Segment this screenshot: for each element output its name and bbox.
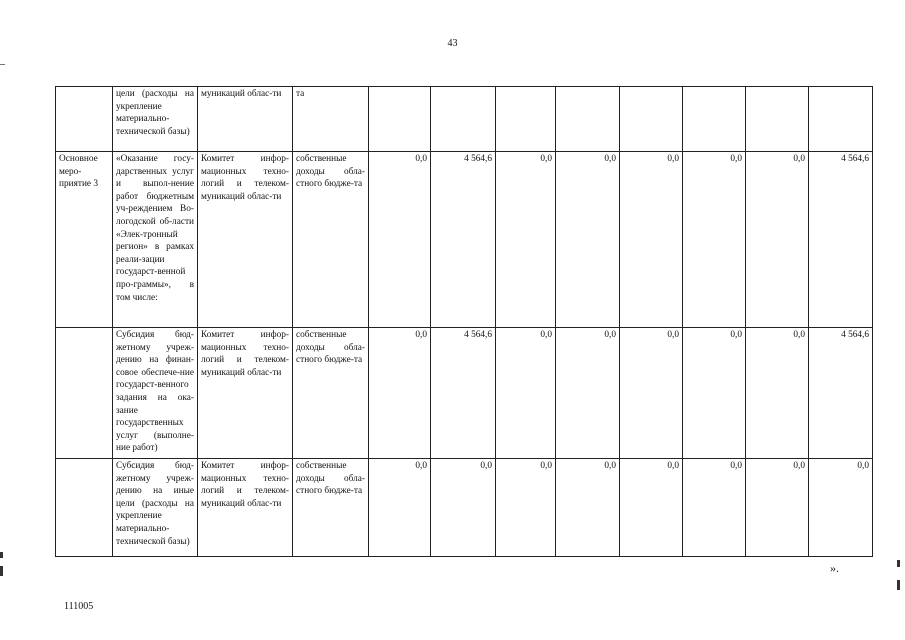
event-name-cell: Основное меро-приятие 3 (56, 152, 113, 328)
value-cell (746, 87, 809, 152)
total-cell: 0,0 (809, 459, 873, 557)
executor-cell: Комитет инфор-мационных техно-логий и телеком-муникаций облас-ти (198, 152, 293, 328)
value-cell: 0,0 (746, 328, 809, 459)
value-cell (556, 87, 620, 152)
value-cell (620, 87, 683, 152)
value-cell: 0,0 (496, 459, 556, 557)
document-code: 111005 (64, 601, 94, 612)
value-cell: 0,0 (431, 459, 496, 557)
table-row (56, 328, 873, 459)
total-cell: 4 564,6 (809, 152, 873, 328)
scan-edge-mark (0, 552, 3, 558)
funding-source-cell: собственные доходы обла-стного бюдже-та (293, 152, 369, 328)
value-cell: 0,0 (369, 459, 431, 557)
value-cell (369, 87, 431, 152)
table-row (56, 87, 873, 152)
scan-edge-mark (0, 566, 3, 576)
description-cell: «Оказание госу-дарственных услуг и выпол-нение работ бюджетным уч-реждением Во-логодской об-ласти «Элек-тронный регион» в рамках реали-зации государст-венной про-граммы», в том числе: (113, 152, 198, 328)
value-cell: 0,0 (746, 459, 809, 557)
value-cell: 0,0 (620, 328, 683, 459)
value-cell: 4 564,6 (431, 152, 496, 328)
value-cell: 0,0 (683, 459, 746, 557)
value-cell: 0,0 (556, 328, 620, 459)
event-name-cell (56, 328, 113, 459)
value-cell: 0,0 (496, 328, 556, 459)
executor-cell: Комитет инфор-мационных техно-логий и телеком-муникаций облас-ти (198, 328, 293, 459)
value-cell: 0,0 (556, 459, 620, 557)
closing-quote-mark: ». (830, 561, 839, 575)
value-cell: 0,0 (369, 328, 431, 459)
value-cell: 0,0 (556, 152, 620, 328)
value-cell: 0,0 (683, 328, 746, 459)
value-cell: 0,0 (683, 152, 746, 328)
scan-edge-mark (897, 560, 900, 567)
table-row (56, 152, 873, 328)
value-cell (683, 87, 746, 152)
value-cell (496, 87, 556, 152)
value-cell: 0,0 (496, 152, 556, 328)
value-cell (431, 87, 496, 152)
description-cell: Субсидия бюд-жетному учреж-дению на финан-совое обеспече-ние государст-венного задания на ока-зание государственных услуг (выполне-ние работ) (113, 328, 198, 459)
value-cell: 0,0 (620, 459, 683, 557)
description-cell: цели (расходы на укрепление материально-технической базы) (113, 87, 198, 152)
page-number: 43 (447, 38, 458, 49)
funding-source-cell: та (293, 87, 369, 152)
value-cell: 0,0 (620, 152, 683, 328)
event-name-cell (56, 87, 113, 152)
scan-edge-mark (897, 580, 900, 590)
description-cell: Субсидия бюд-жетному учреж-дению на иные цели (расходы на укрепление материально-технической базы) (113, 459, 198, 557)
funding-source-cell: собственные доходы обла-стного бюдже-та (293, 328, 369, 459)
budget-table (55, 86, 873, 557)
event-name-cell (56, 459, 113, 557)
table-row (56, 459, 873, 557)
value-cell: 0,0 (746, 152, 809, 328)
scan-edge-mark (0, 64, 5, 65)
total-cell: 4 564,6 (809, 328, 873, 459)
funding-source-cell: собственные доходы обла-стного бюдже-та (293, 459, 369, 557)
total-cell (809, 87, 873, 152)
executor-cell: Комитет инфор-мационных техно-логий и телеком-муникаций облас-ти (198, 459, 293, 557)
executor-cell: муникаций облас-ти (198, 87, 293, 152)
value-cell: 4 564,6 (431, 328, 496, 459)
value-cell: 0,0 (369, 152, 431, 328)
